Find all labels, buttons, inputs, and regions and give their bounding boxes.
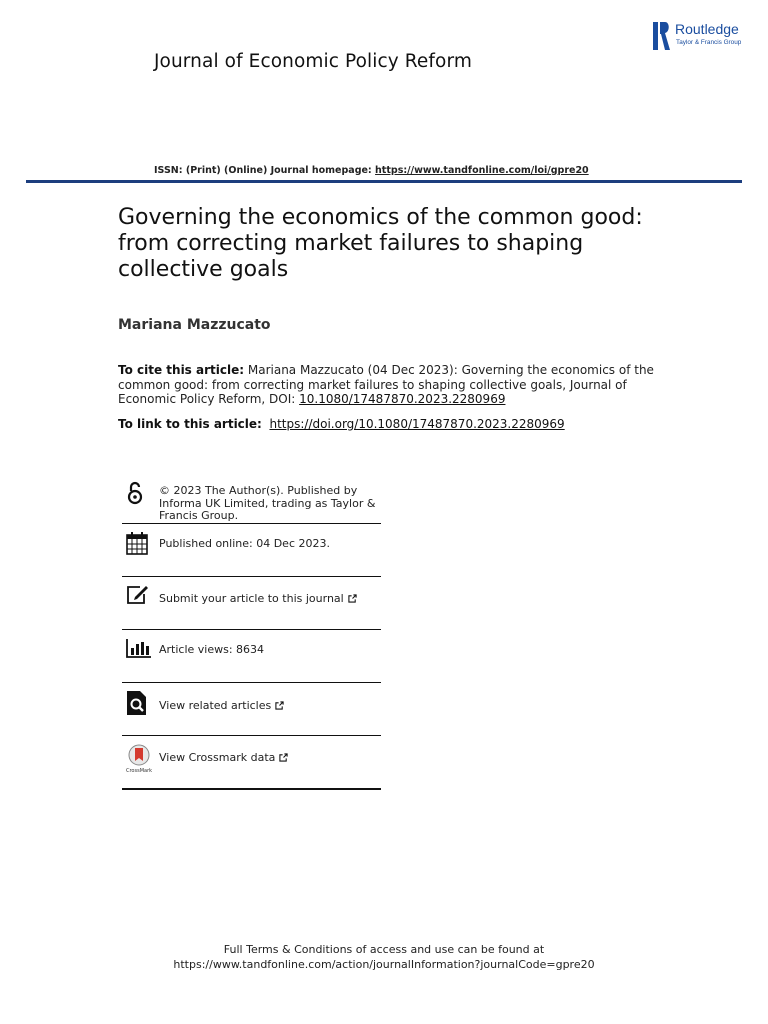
crossmark-badge-icon [126,744,154,768]
routledge-logo[interactable] [653,20,753,52]
bar-chart-icon [126,638,152,658]
article-link[interactable]: https://doi.org/10.1080/17487870.2023.2280969 [269,417,565,431]
views-item [122,630,381,683]
edit-icon [126,584,150,606]
submit-text: Submit your article to this journal [159,592,344,605]
views-text: Article views: 8634 [159,643,265,656]
related-articles-link[interactable] [159,699,284,712]
link-label: To link to this article: [118,417,262,431]
publisher-name: Routledge [675,21,739,37]
crossmark-label: CrossMark [126,768,153,774]
crossmark-link[interactable] [159,751,288,764]
header-rule [26,180,742,183]
journal-title: Journal of Economic Policy Reform [154,51,472,72]
crossmark-text: View Crossmark data [159,751,276,764]
issn-line [154,165,589,176]
external-link-icon [348,594,357,603]
submit-item[interactable] [122,577,381,630]
footer [0,942,768,972]
citation-block [118,363,678,407]
journal-homepage-link[interactable]: https://www.tandfonline.com/loi/gpre20 [375,165,589,176]
open-access-icon [126,480,144,506]
issn-prefix: ISSN: (Print) (Online) Journal homepage: [154,165,376,176]
search-document-icon [126,690,148,716]
license-item [122,478,381,524]
footer-terms-text: Full Terms & Conditions of access and use can be found at [223,943,545,956]
publisher-group: Taylor & Francis Group [676,39,742,46]
cite-label: To cite this article: [118,363,245,377]
crossmark-icon [126,744,154,774]
article-link-block [118,417,678,432]
article-author: Mariana Mazzucato [118,317,271,333]
license-text: © 2023 The Author(s). Published by Informa UK Limited, trading as Taylor & Francis Group. [159,484,376,522]
submit-article-link[interactable] [159,592,357,605]
cite-text: Mariana Mazzucato (04 Dec 2023): Governing the economics of the common good: from correcting market failures to shaping collective goals, Journal of Economic Policy Reform, DOI: [118,363,654,406]
footer-terms-link[interactable]: https://www.tandfonline.com/action/journalInformation?journalCode=gpre20 [173,958,595,971]
related-item[interactable] [122,683,381,736]
calendar-icon [126,531,148,555]
crossmark-item[interactable] [122,736,381,790]
external-link-icon [275,701,284,710]
routledge-r-icon [653,22,671,50]
article-info-list [122,478,381,790]
published-item [122,524,381,577]
doi-link[interactable]: 10.1080/17487870.2023.2280969 [299,392,506,406]
published-text: Published online: 04 Dec 2023. [159,537,330,550]
article-title: Governing the economics of the common good: from correcting market failures to shaping collective goals [118,205,643,282]
related-text: View related articles [159,699,272,712]
external-link-icon [279,753,288,762]
